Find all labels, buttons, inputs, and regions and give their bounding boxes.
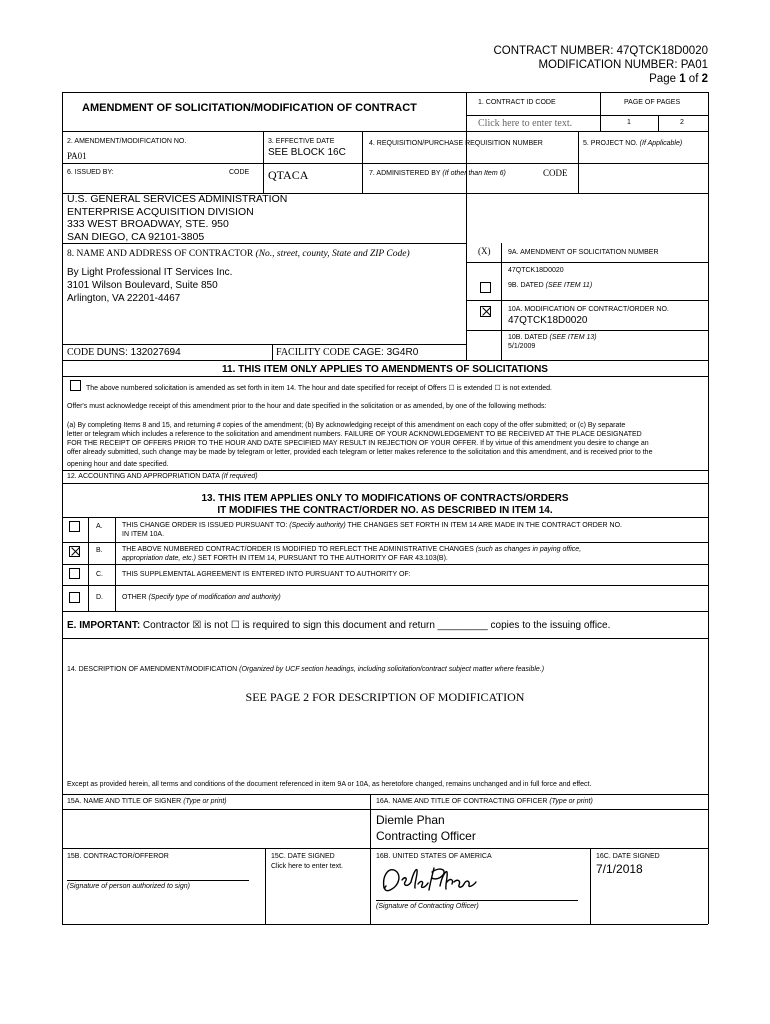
signature-image	[378, 862, 488, 898]
item13b-text: THE ABOVE NUMBERED CONTRACT/ORDER IS MODIFIED TO REFLECT THE ADMINISTRATIVE CHANGES (such as changes in paying office, appropriation date, etc.) SET FORTH IN ITEM 14, PURSUANT TO THE AUTHORITY OF FAR 43.103(B).	[122, 546, 582, 562]
amendment-no-value: PA01	[67, 151, 87, 161]
pages-total-value: 2	[680, 119, 684, 126]
project-no-label: 5. PROJECT NO. (If Applicable)	[583, 140, 683, 147]
checkbox-9b[interactable]	[480, 282, 491, 293]
modification-number: MODIFICATION NUMBER: PA01	[538, 59, 708, 71]
contractor-offeror-label: 15B. CONTRACTOR/OFFEROR	[67, 853, 169, 860]
issued-by-code-label: CODE	[229, 169, 250, 176]
dated-10b-label: 10B. DATED (SEE ITEM 13)	[508, 334, 597, 341]
contractor-code: CODE DUNS: 132027694	[67, 347, 181, 358]
issued-by-label: 6. ISSUED BY:	[67, 169, 114, 176]
co-date-signed-label: 16C. DATE SIGNED	[596, 853, 660, 860]
requisition-number-label: 4. REQUISITION/PURCHASE REQUISITION NUMBER	[369, 140, 543, 147]
effective-date-label: 3. EFFECTIVE DATE	[268, 138, 335, 145]
facility-code: FACILITY CODE CAGE: 3G4R0	[276, 347, 419, 358]
signer-name-title-label: 15A. NAME AND TITLE OF SIGNER (Type or print)	[67, 798, 227, 805]
item11-line2: Offer's must acknowledge receipt of this amendment prior to the hour and date specified in the solicitation or as amended, by one of the following methods:	[67, 403, 547, 410]
item13-heading: 13. THIS ITEM APPLIES ONLY TO MODIFICATIONS OF CONTRACTS/ORDERS IT MODIFIES THE CONTRACT/ORDER NO. AS DESCRIBED IN ITEM 14.	[201, 493, 569, 516]
form-title: AMENDMENT OF SOLICITATION/MODIFICATION OF CONTRACT	[82, 102, 417, 114]
contracting-officer-signature-caption: (Signature of Contracting Officer)	[376, 903, 479, 910]
page-value: 1	[627, 119, 631, 126]
checkbox-13b[interactable]	[69, 546, 80, 557]
administered-by-label: 7. ADMINISTERED BY (If other than Item 6)	[369, 170, 506, 177]
checkbox-10a[interactable]	[480, 306, 491, 317]
contract-id-code-label: 1. CONTRACT ID CODE	[478, 99, 556, 106]
except-provided-text: Except as provided herein, all terms and conditions of the document referenced in item 9A or 10A, as heretofore changed, remains unchanged and in full force and effect.	[67, 781, 592, 788]
modification-contract-label: 10A. MODIFICATION OF CONTRACT/ORDER NO.	[508, 306, 669, 313]
contractor-address: By Light Professional IT Services Inc. 3101 Wilson Boulevard, Suite 850 Arlington, VA 22201-4467	[67, 267, 233, 304]
item13d-text: OTHER (Specify type of modification and authority)	[122, 594, 281, 601]
page-of-pages-label: PAGE OF PAGES	[624, 99, 681, 106]
contractor-date-signed-field[interactable]: Click here to enter text.	[271, 863, 343, 870]
modification-contract-value: 47QTCK18D0020	[508, 315, 588, 326]
x-column-label: (X)	[478, 246, 491, 256]
item13c-text: THIS SUPPLEMENTAL AGREEMENT IS ENTERED INTO PURSUANT TO AUTHORITY OF:	[122, 571, 411, 578]
item13a-text: THIS CHANGE ORDER IS ISSUED PURSUANT TO: (Specify authority) THE CHANGES SET FORTH IN ITEM 14 ARE MADE IN THE CONTRACT ORDER NO. IN ITEM 10A.	[122, 522, 622, 538]
amendment-solicitation-number-value: 47QTCK18D0020	[508, 267, 564, 274]
item11-heading: 11. THIS ITEM ONLY APPLIES TO AMENDMENTS OF SOLICITATIONS	[222, 364, 548, 375]
item13b-letter: B.	[96, 547, 103, 554]
item13c-letter: C.	[96, 571, 103, 578]
effective-date-value: SEE BLOCK 16C	[268, 147, 346, 158]
checkbox-13a[interactable]	[69, 521, 80, 532]
co-date-signed-value: 7/1/2018	[596, 862, 643, 876]
item13a-letter: A.	[96, 523, 103, 530]
checkbox-solicitation-amended[interactable]	[70, 380, 81, 391]
issued-by-address: U.S. GENERAL SERVICES ADMINISTRATION ENTERPRISE ACQUISITION DIVISION 333 WEST BROADWAY, STE. 950 SAN DIEGO, CA 92101-3805	[67, 193, 288, 243]
administered-by-code-label: CODE	[543, 168, 568, 178]
important-notice: E. IMPORTANT: Contractor ☒ is not ☐ is required to sign this document and return _________ copies to the issuing office.	[67, 620, 611, 631]
contract-id-code-field[interactable]: Click here to enter text.	[478, 118, 573, 129]
item14-description: SEE PAGE 2 FOR DESCRIPTION OF MODIFICATION	[245, 690, 525, 704]
dated-10b-value: 5/1/2009	[508, 343, 536, 350]
contractor-signature-caption: (Signature of person authorized to sign)	[67, 883, 190, 890]
page-header	[493, 44, 708, 86]
dated-9b-label: 9B. DATED (SEE ITEM 11)	[508, 282, 593, 289]
item13d-letter: D.	[96, 594, 103, 601]
amendment-no-label: 2. AMENDMENT/MODIFICATION NO.	[67, 138, 187, 145]
page-indicator: Page 1 of 2	[649, 73, 708, 85]
contractor-name-address-label: 8. NAME AND ADDRESS OF CONTRACTOR (No., street, county, State and ZIP Code)	[67, 249, 410, 259]
contract-number: CONTRACT NUMBER: 47QTCK18D0020	[493, 45, 708, 57]
item11-line1: The above numbered solicitation is amended as set forth in item 14. The hour and date specified for receipt of Offers ☐ is extended ☐ is not extended.	[86, 385, 553, 392]
contractor-date-signed-label: 15C. DATE SIGNED	[271, 853, 335, 860]
checkbox-13c[interactable]	[69, 568, 80, 579]
accounting-data-label: 12. ACCOUNTING AND APPROPRIATION DATA (If required)	[67, 473, 258, 480]
united-states-label: 16B. UNITED STATES OF AMERICA	[376, 853, 492, 860]
checkbox-13d[interactable]	[69, 592, 80, 603]
item11-paragraph: (a) By completing Items 8 and 15, and returning # copies of the amendment; (b) By acknowledging receipt of this amendment on each copy of the offer submitted; or (c) By separate letter or telegram which includes a reference to the solicitation and amendment numbers. FAILURE OF YOUR ACKNOWLEDGEMENT TO BE RECEIVED AT THE PLACE DESIGNATED FOR THE RECEIPT OF OFFERS PRIOR TO THE HOUR AND DATE SPECIFIED MAY RESULT IN REJECTION OF YOUR OFFER. If by virtue of this amendment you desire to change an offer already submitted, such change may be made by telegram or letter, provided each telegram or letter makes reference to the solicitation and this amendment, and is received prior to the opening hour and date specified.	[67, 422, 653, 468]
item14-label: 14. DESCRIPTION OF AMENDMENT/MODIFICATION (Organized by UCF section headings, including solicitation/contract subject matter where feasible.)	[67, 666, 545, 673]
contracting-officer-signature	[378, 862, 488, 898]
amendment-solicitation-number-label: 9A. AMENDMENT OF SOLICITATION NUMBER	[508, 249, 659, 256]
contracting-officer-label: 16A. NAME AND TITLE OF CONTRACTING OFFICER (Type or print)	[376, 798, 593, 805]
issued-by-code-value: QTACA	[268, 168, 309, 182]
contracting-officer-name: Diemlе Phan Contracting Officer	[376, 813, 476, 843]
